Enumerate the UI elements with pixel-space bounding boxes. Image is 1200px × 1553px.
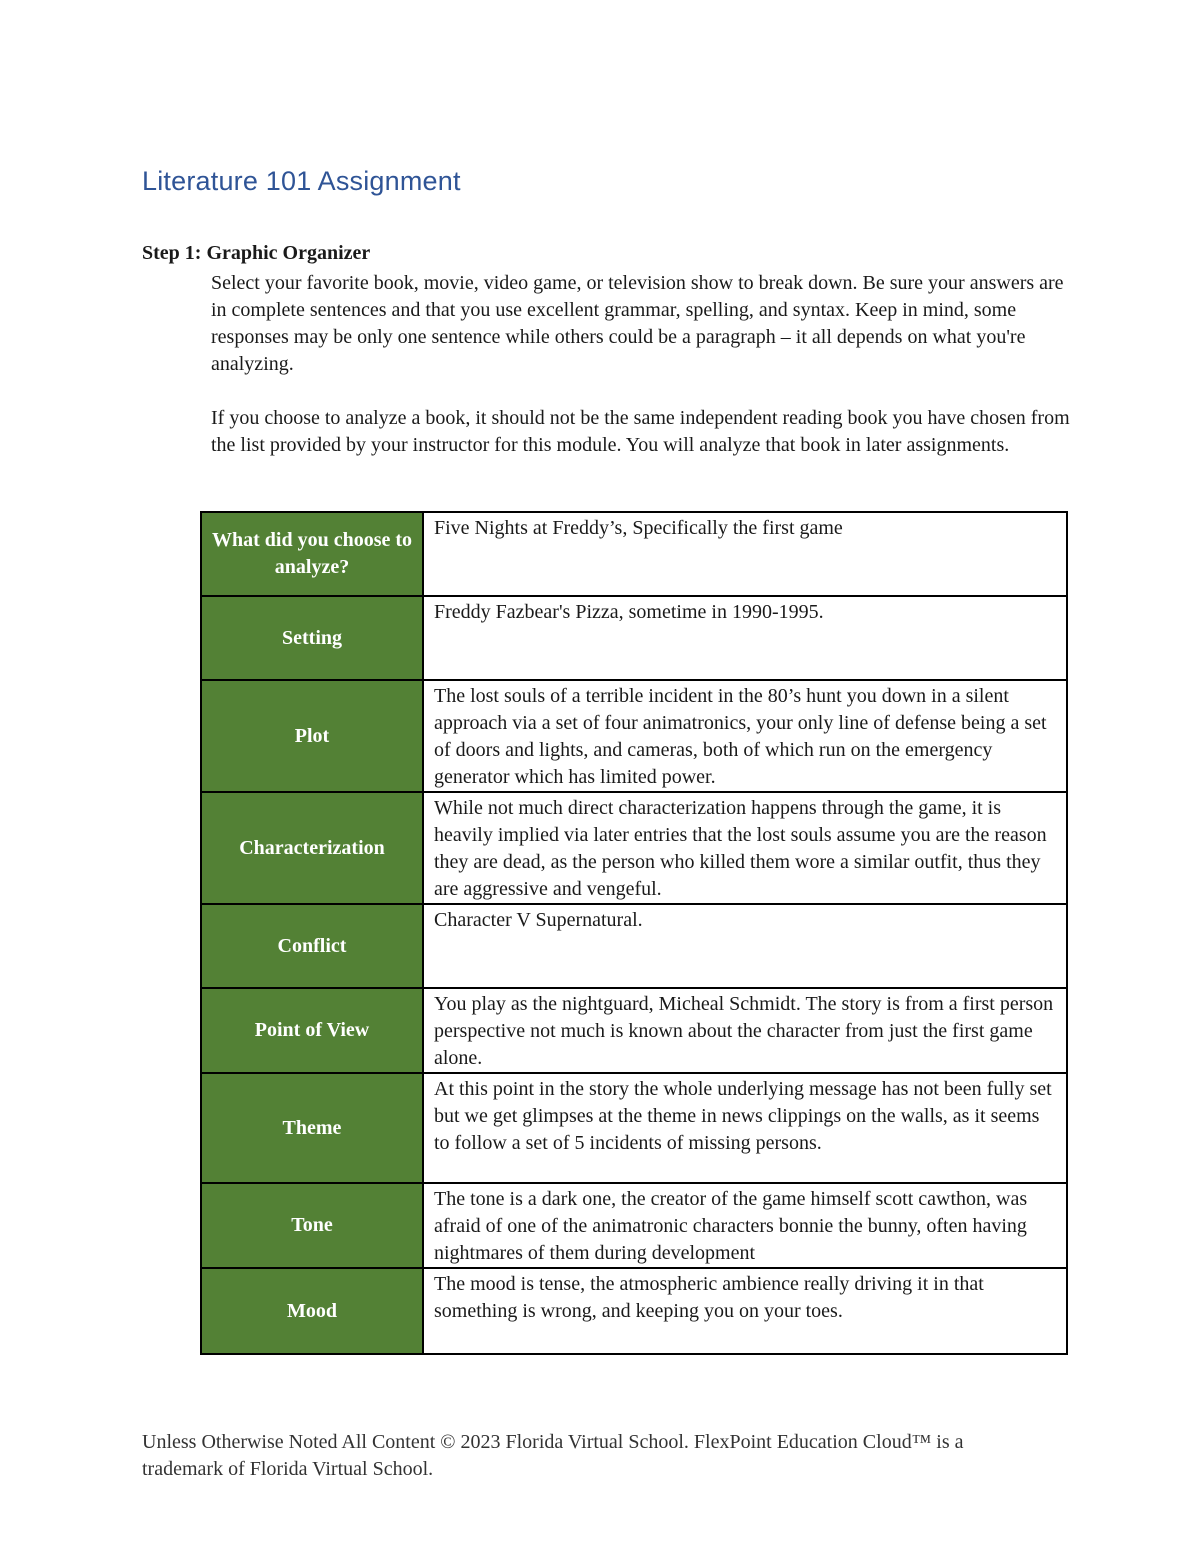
row-label: Characterization bbox=[201, 792, 423, 904]
row-label: Setting bbox=[201, 596, 423, 680]
row-label: Theme bbox=[201, 1073, 423, 1183]
row-label: Mood bbox=[201, 1268, 423, 1354]
instruction-paragraph: Select your favorite book, movie, video game, or television show to break down. Be sure your answers are in complete sentences and that you use excellent grammar, spelling, and syntax. Keep in mind, some responses may be only one sentence while others could be a paragraph – it all depends on what you're analyzing. bbox=[211, 272, 1064, 375]
page-title: Literature 101 Assignment bbox=[142, 166, 461, 196]
row-answer[interactable]: You play as the nightguard, Micheal Schmidt. The story is from a first person perspective not much is known about the character from just the first game alone. bbox=[423, 988, 1067, 1073]
step-heading: Step 1: Graphic Organizer bbox=[142, 242, 371, 264]
instruction-paragraph: If you choose to analyze a book, it should not be the same independent reading book you have chosen from the list provided by your instructor for this module. You will analyze that book in later assignments. bbox=[211, 407, 1070, 456]
row-label: What did you choose to analyze? bbox=[201, 512, 423, 596]
table-row bbox=[201, 1268, 1067, 1354]
table-row bbox=[201, 1073, 1067, 1183]
row-answer[interactable]: Character V Supernatural. bbox=[423, 904, 1067, 988]
row-answer[interactable]: Freddy Fazbear's Pizza, sometime in 1990-1995. bbox=[423, 596, 1067, 680]
row-answer[interactable]: The tone is a dark one, the creator of the game himself scott cawthon, was afraid of one of the animatronic characters bonnie the bunny, often having nightmares of them during development bbox=[423, 1183, 1067, 1268]
row-answer[interactable]: While not much direct characterization happens through the game, it is heavily implied via later entries that the lost souls assume you are the reason they are dead, as the person who killed them wore a similar outfit, thus they are aggressive and vengeful. bbox=[423, 792, 1067, 904]
table-row bbox=[201, 680, 1067, 792]
row-answer[interactable]: Five Nights at Freddy’s, Specifically the first game bbox=[423, 512, 1067, 596]
table-row bbox=[201, 512, 1067, 596]
table-row bbox=[201, 596, 1067, 680]
instructions bbox=[211, 270, 1081, 486]
row-label: Conflict bbox=[201, 904, 423, 988]
row-answer[interactable]: The mood is tense, the atmospheric ambience really driving it in that something is wrong, and keeping you on your toes. bbox=[423, 1268, 1067, 1354]
copyright-footer: Unless Otherwise Noted All Content © 2023 Florida Virtual School. FlexPoint Education Cloud™ is a trademark of Florida Virtual School. bbox=[142, 1431, 964, 1480]
row-answer[interactable]: The lost souls of a terrible incident in the 80’s hunt you down in a silent approach via a set of four animatronics, your only line of defense being a set of doors and lights, and cameras, both of which run on the emergency generator which has limited power. bbox=[423, 680, 1067, 792]
table-row bbox=[201, 792, 1067, 904]
row-label: Point of View bbox=[201, 988, 423, 1073]
table-row bbox=[201, 1183, 1067, 1268]
row-label: Plot bbox=[201, 680, 423, 792]
row-answer[interactable]: At this point in the story the whole underlying message has not been fully set but we get glimpses at the theme in news clippings on the walls, as it seems to follow a set of 5 incidents of missing persons. bbox=[423, 1073, 1067, 1183]
row-label: Tone bbox=[201, 1183, 423, 1268]
graphic-organizer-table bbox=[200, 511, 1068, 1355]
table-row bbox=[201, 988, 1067, 1073]
table-row bbox=[201, 904, 1067, 988]
